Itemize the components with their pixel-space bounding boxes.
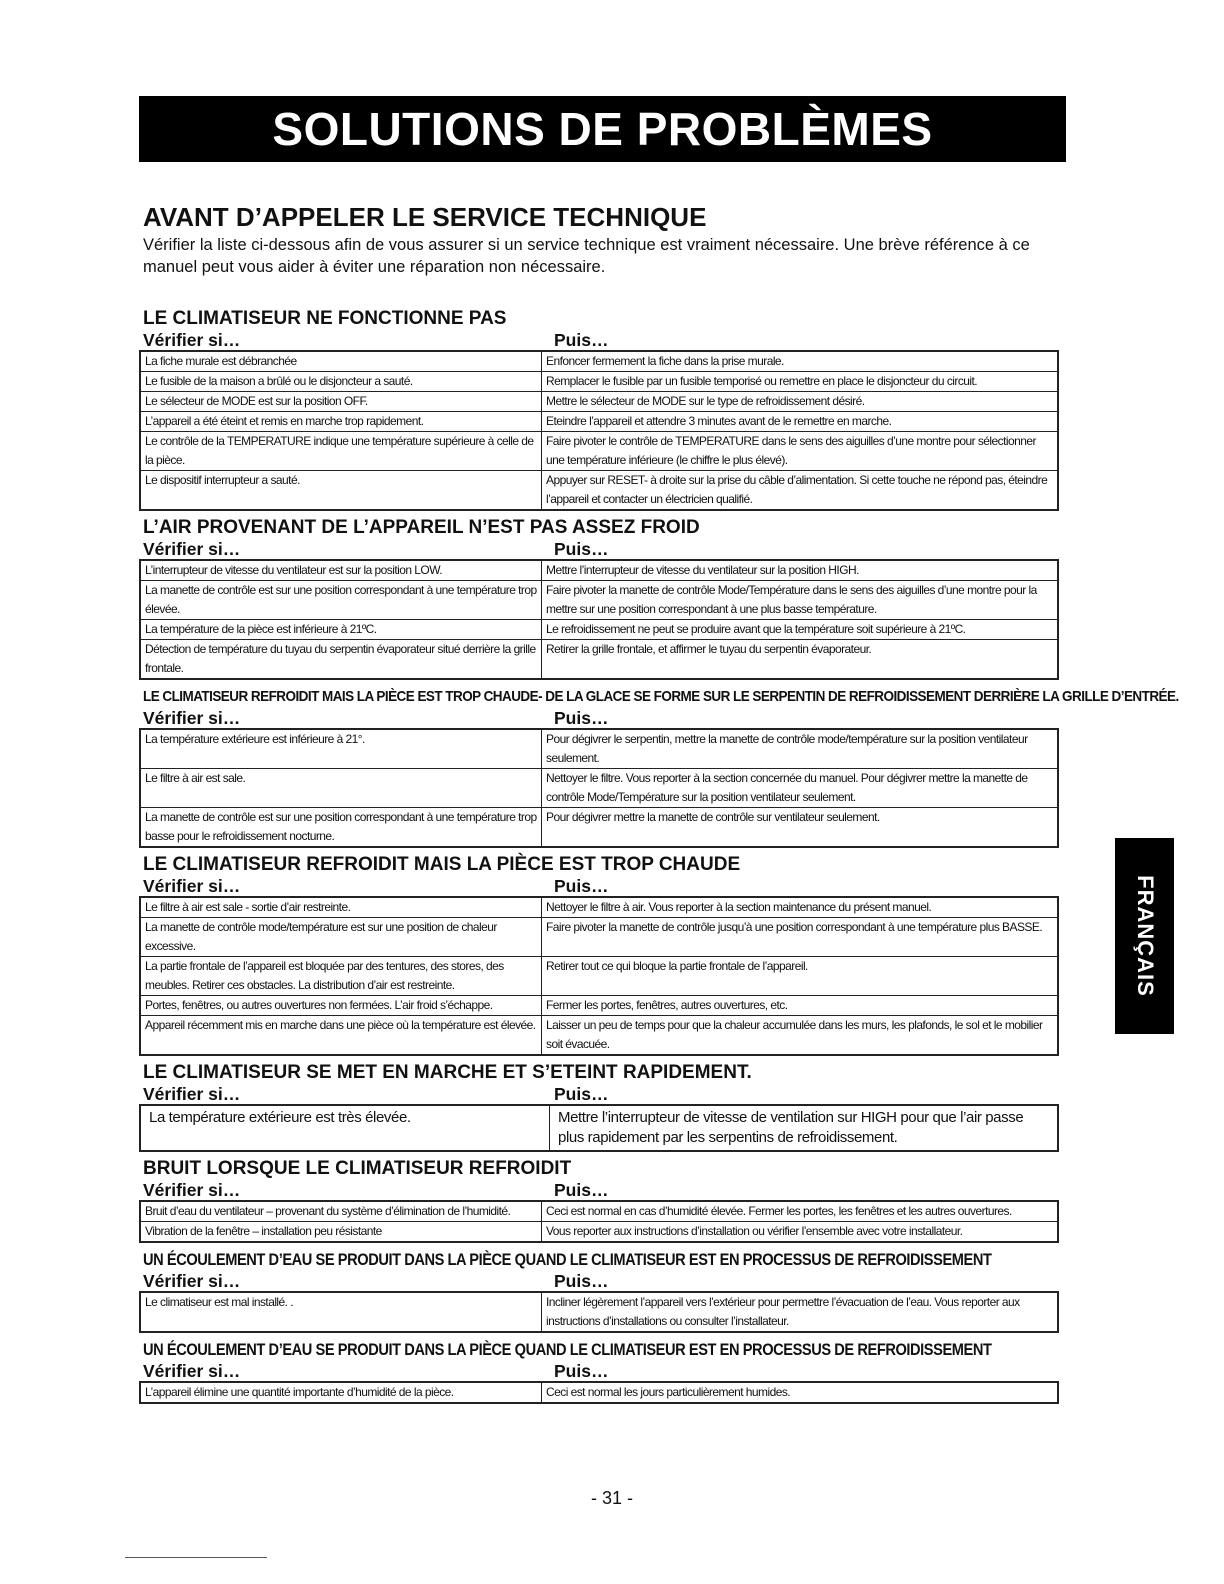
column-headers [143, 876, 1066, 896]
problem-cell: Bruit d’eau du ventilateur – provenant du système d’élimination de l’humidité. [140, 1201, 542, 1222]
table-row [140, 957, 1058, 996]
solution-cell: Enfoncer fermement la fiche dans la prise murale. [542, 351, 1059, 372]
then-column-header: Puis… [554, 1271, 609, 1291]
table-row [140, 996, 1058, 1016]
problem-cell: L’interrupteur de vitesse du ventilateur est sur la position LOW. [140, 560, 542, 581]
problem-cell: Le dispositif interrupteur a sauté. [140, 471, 542, 511]
section-heading: LE CLIMATISEUR NE FONCTIONNE PAS [143, 308, 507, 329]
table-row [140, 729, 1058, 769]
column-headers [143, 1361, 1066, 1381]
section-heading: LE CLIMATISEUR REFROIDIT MAIS LA PIÈCE EST TROP CHAUDE- DE LA GLACE SE FORME SUR LE SERPENTIN DE REFROIDISSEMENT DERRIÈRE LA GRILLE D’ENTRÉE. [143, 688, 1179, 705]
solution-cell: Incliner légèrement l’appareil vers l’extérieur pour permettre l’évacuation de l’eau. Vous reporter aux instructions d’installations ou consulter l’installateur. [542, 1292, 1059, 1332]
table-row [140, 471, 1058, 511]
troubleshooting-table [139, 1381, 1059, 1404]
column-headers [143, 330, 1066, 350]
solution-cell: Le refroidissement ne peut se produire avant que la température soit supérieure à 21ºC. [542, 620, 1059, 640]
then-column-header: Puis… [554, 539, 609, 559]
column-headers [143, 1271, 1066, 1291]
section [139, 1339, 1066, 1404]
table-row [140, 372, 1058, 392]
then-column-header: Puis… [554, 1361, 609, 1381]
table-row [140, 351, 1058, 372]
table-row [140, 432, 1058, 471]
table-row [140, 620, 1058, 640]
solution-cell: Faire pivoter la manette de contrôle Mode/Température dans le sens des aiguilles d’une montre pour la mettre sur une position correspondant à une plus basse température. [542, 581, 1059, 620]
check-column-header: Vérifier si… [143, 876, 241, 896]
check-column-header: Vérifier si… [143, 1180, 241, 1200]
problem-cell: La partie frontale de l’appareil est bloquée par des tentures, des stores, des meubles. Retirer ces obstacles. La distribution d’air est restreinte. [140, 957, 542, 996]
section [139, 308, 1066, 511]
problem-cell: Vibration de la fenêtre – installation peu résistante [140, 1222, 542, 1243]
intro-text: Vérifier la liste ci-dessous afin de vous assurer si un service technique est vraiment nécessaire. Une brève référence à ce manuel peut vous aider à éviter une réparation non nécessaire. [143, 236, 1030, 276]
problem-cell: Portes, fenêtres, ou autres ouvertures non fermées. L’air froid s’échappe. [140, 996, 542, 1016]
solution-cell: Mettre le sélecteur de MODE sur le type de refroidissement désiré. [542, 392, 1059, 412]
intro-heading: AVANT D’APPELER LE SERVICE TECHNIQUE [143, 202, 707, 232]
page-number: - 31 - [590, 1488, 633, 1508]
problem-cell: Le filtre à air est sale. [140, 769, 542, 808]
solution-cell: Retirer tout ce qui bloque la partie frontale de l’appareil. [542, 957, 1059, 996]
troubleshooting-table [139, 728, 1059, 848]
table-row [140, 1016, 1058, 1056]
solution-cell: Pour dégivrer le serpentin, mettre la manette de contrôle mode/température sur la position ventilateur seulement. [542, 729, 1059, 769]
solution-cell: Faire pivoter le contrôle de TEMPERATURE dans le sens des aiguilles d’une montre pour sélectionner une température inférieure (le chiffre le plus élevé). [542, 432, 1059, 471]
problem-cell: Le sélecteur de MODE est sur la position OFF. [140, 392, 542, 412]
language-tab [1115, 838, 1174, 1034]
solution-cell: Remplacer le fusible par un fusible temporisé ou remettre en place le disjoncteur du circuit. [542, 372, 1059, 392]
section-heading: UN ÉCOULEMENT D’EAU SE PRODUIT DANS LA PIÈCE QUAND LE CLIMATISEUR EST EN PROCESSUS DE REFROIDISSEMENT [143, 1250, 992, 1269]
troubleshooting-table [139, 350, 1059, 511]
solution-cell: Vous reporter aux instructions d’installation ou vérifier l’ensemble avec votre installateur. [542, 1222, 1059, 1243]
troubleshooting-table [139, 1104, 1059, 1152]
then-column-header: Puis… [554, 708, 609, 728]
table-row [140, 769, 1058, 808]
solution-cell: Nettoyer le filtre. Vous reporter à la section concernée du manuel. Pour dégivrer mettre la manette de contrôle Mode/Température sur la position ventilateur seulement. [542, 769, 1059, 808]
solution-cell: Laisser un peu de temps pour que la chaleur accumulée dans les murs, les plafonds, le sol et le mobilier soit évacuée. [542, 1016, 1059, 1056]
solution-cell: Ceci est normal les jours particulièrement humides. [542, 1382, 1059, 1403]
problem-cell: La manette de contrôle mode/température est sur une position de chaleur excessive. [140, 918, 542, 957]
section-heading: LE CLIMATISEUR SE MET EN MARCHE ET S’ETEINT RAPIDEMENT. [143, 1062, 752, 1083]
then-column-header: Puis… [554, 330, 609, 350]
solution-cell: Eteindre l’appareil et attendre 3 minutes avant de le remettre en marche. [542, 412, 1059, 432]
solution-cell: Fermer les portes, fenêtres, autres ouvertures, etc. [542, 996, 1059, 1016]
troubleshooting-table [139, 1200, 1059, 1243]
column-headers [143, 1084, 1066, 1104]
column-headers [143, 539, 1066, 559]
section [139, 1249, 1066, 1333]
section-heading: BRUIT LORSQUE LE CLIMATISEUR REFROIDIT [143, 1158, 572, 1179]
solution-cell: Retirer la grille frontale, et affirmer le tuyau du serpentin évaporateur. [542, 640, 1059, 680]
problem-cell: Le climatiseur est mal installé. . [140, 1292, 542, 1332]
then-column-header: Puis… [554, 1180, 609, 1200]
table-row [140, 412, 1058, 432]
table-row [140, 1222, 1058, 1243]
problem-cell: L’appareil élimine une quantité importante d’humidité de la pièce. [140, 1382, 542, 1403]
troubleshooting-table [139, 1291, 1059, 1333]
table-row [140, 1201, 1058, 1222]
solution-cell: Ceci est normal en cas d’humidité élevée. Fermer les portes, les fenêtres et les autres ouvertures. [542, 1201, 1059, 1222]
problem-cell: La température extérieure est très élevée. [140, 1105, 550, 1151]
footer-line [125, 1557, 267, 1558]
table-row [140, 1292, 1058, 1332]
section [139, 686, 1179, 848]
column-headers [143, 1180, 1066, 1200]
table-row [140, 581, 1058, 620]
page-title: SOLUTIONS DE PROBLÈMES [139, 96, 1066, 162]
solution-cell: Appuyer sur RESET- à droite sur la prise du câble d’alimentation. Si cette touche ne répond pas, éteindre l’appareil et contacter un électricien qualifié. [542, 471, 1059, 511]
section-heading: LE CLIMATISEUR REFROIDIT MAIS LA PIÈCE EST TROP CHAUDE [143, 854, 741, 875]
table-row [140, 808, 1058, 848]
section-heading: UN ÉCOULEMENT D’EAU SE PRODUIT DANS LA PIÈCE QUAND LE CLIMATISEUR EST EN PROCESSUS DE REFROIDISSEMENT [143, 1340, 992, 1359]
then-column-header: Puis… [554, 1084, 609, 1104]
section [139, 1062, 1066, 1152]
problem-cell: Le fusible de la maison a brûlé ou le disjoncteur a sauté. [140, 372, 542, 392]
problem-cell: Détection de température du tuyau du serpentin évaporateur situé derrière la grille frontale. [140, 640, 542, 680]
troubleshooting-table [139, 559, 1059, 680]
table-row [140, 1105, 1058, 1151]
check-column-header: Vérifier si… [143, 330, 241, 350]
problem-cell: La fiche murale est débranchée [140, 351, 542, 372]
check-column-header: Vérifier si… [143, 1271, 241, 1291]
problem-cell: L’appareil a été éteint et remis en marche trop rapidement. [140, 412, 542, 432]
check-column-header: Vérifier si… [143, 708, 241, 728]
solution-cell: Mettre l’interrupteur de vitesse du ventilateur sur la position HIGH. [542, 560, 1059, 581]
solution-cell: Pour dégivrer mettre la manette de contrôle sur ventilateur seulement. [542, 808, 1059, 848]
section [139, 1158, 1066, 1243]
problem-cell: Le filtre à air est sale - sortie d’air restreinte. [140, 897, 542, 918]
solution-cell: Mettre l’interrupteur de vitesse de ventilation sur HIGH pour que l’air passe plus rapidement par les serpentins de refroidissement. [550, 1105, 1059, 1151]
then-column-header: Puis… [554, 876, 609, 896]
table-row [140, 640, 1058, 680]
problem-cell: La manette de contrôle est sur une position correspondant à une température trop basse pour le refroidissement nocturne. [140, 808, 542, 848]
solution-cell: Faire pivoter la manette de contrôle jusqu’à une position correspondant à une température plus BASSE. [542, 918, 1059, 957]
table-row [140, 1382, 1058, 1403]
check-column-header: Vérifier si… [143, 1084, 241, 1104]
section [139, 517, 1066, 680]
table-row [140, 897, 1058, 918]
check-column-header: Vérifier si… [143, 1361, 241, 1381]
solution-cell: Nettoyer le filtre à air. Vous reporter à la section maintenance du présent manuel. [542, 897, 1059, 918]
troubleshooting-table [139, 896, 1059, 1056]
problem-cell: La température extérieure est inférieure à 21°. [140, 729, 542, 769]
table-row [140, 392, 1058, 412]
table-row [140, 918, 1058, 957]
section [139, 854, 1066, 1056]
problem-cell: Le contrôle de la TEMPERATURE indique une température supérieure à celle de la pièce. [140, 432, 542, 471]
table-row [140, 560, 1058, 581]
problem-cell: La température de la pièce est inférieure à 21ºC. [140, 620, 542, 640]
section-heading: L’AIR PROVENANT DE L’APPAREIL N’EST PAS ASSEZ FROID [143, 517, 700, 538]
column-headers [143, 708, 1066, 728]
language-tab-label: FRANÇAIS [1132, 875, 1158, 997]
problem-cell: Appareil récemment mis en marche dans une pièce où la température est élevée. [140, 1016, 542, 1056]
problem-cell: La manette de contrôle est sur une position correspondant à une température trop élevée. [140, 581, 542, 620]
check-column-header: Vérifier si… [143, 539, 241, 559]
